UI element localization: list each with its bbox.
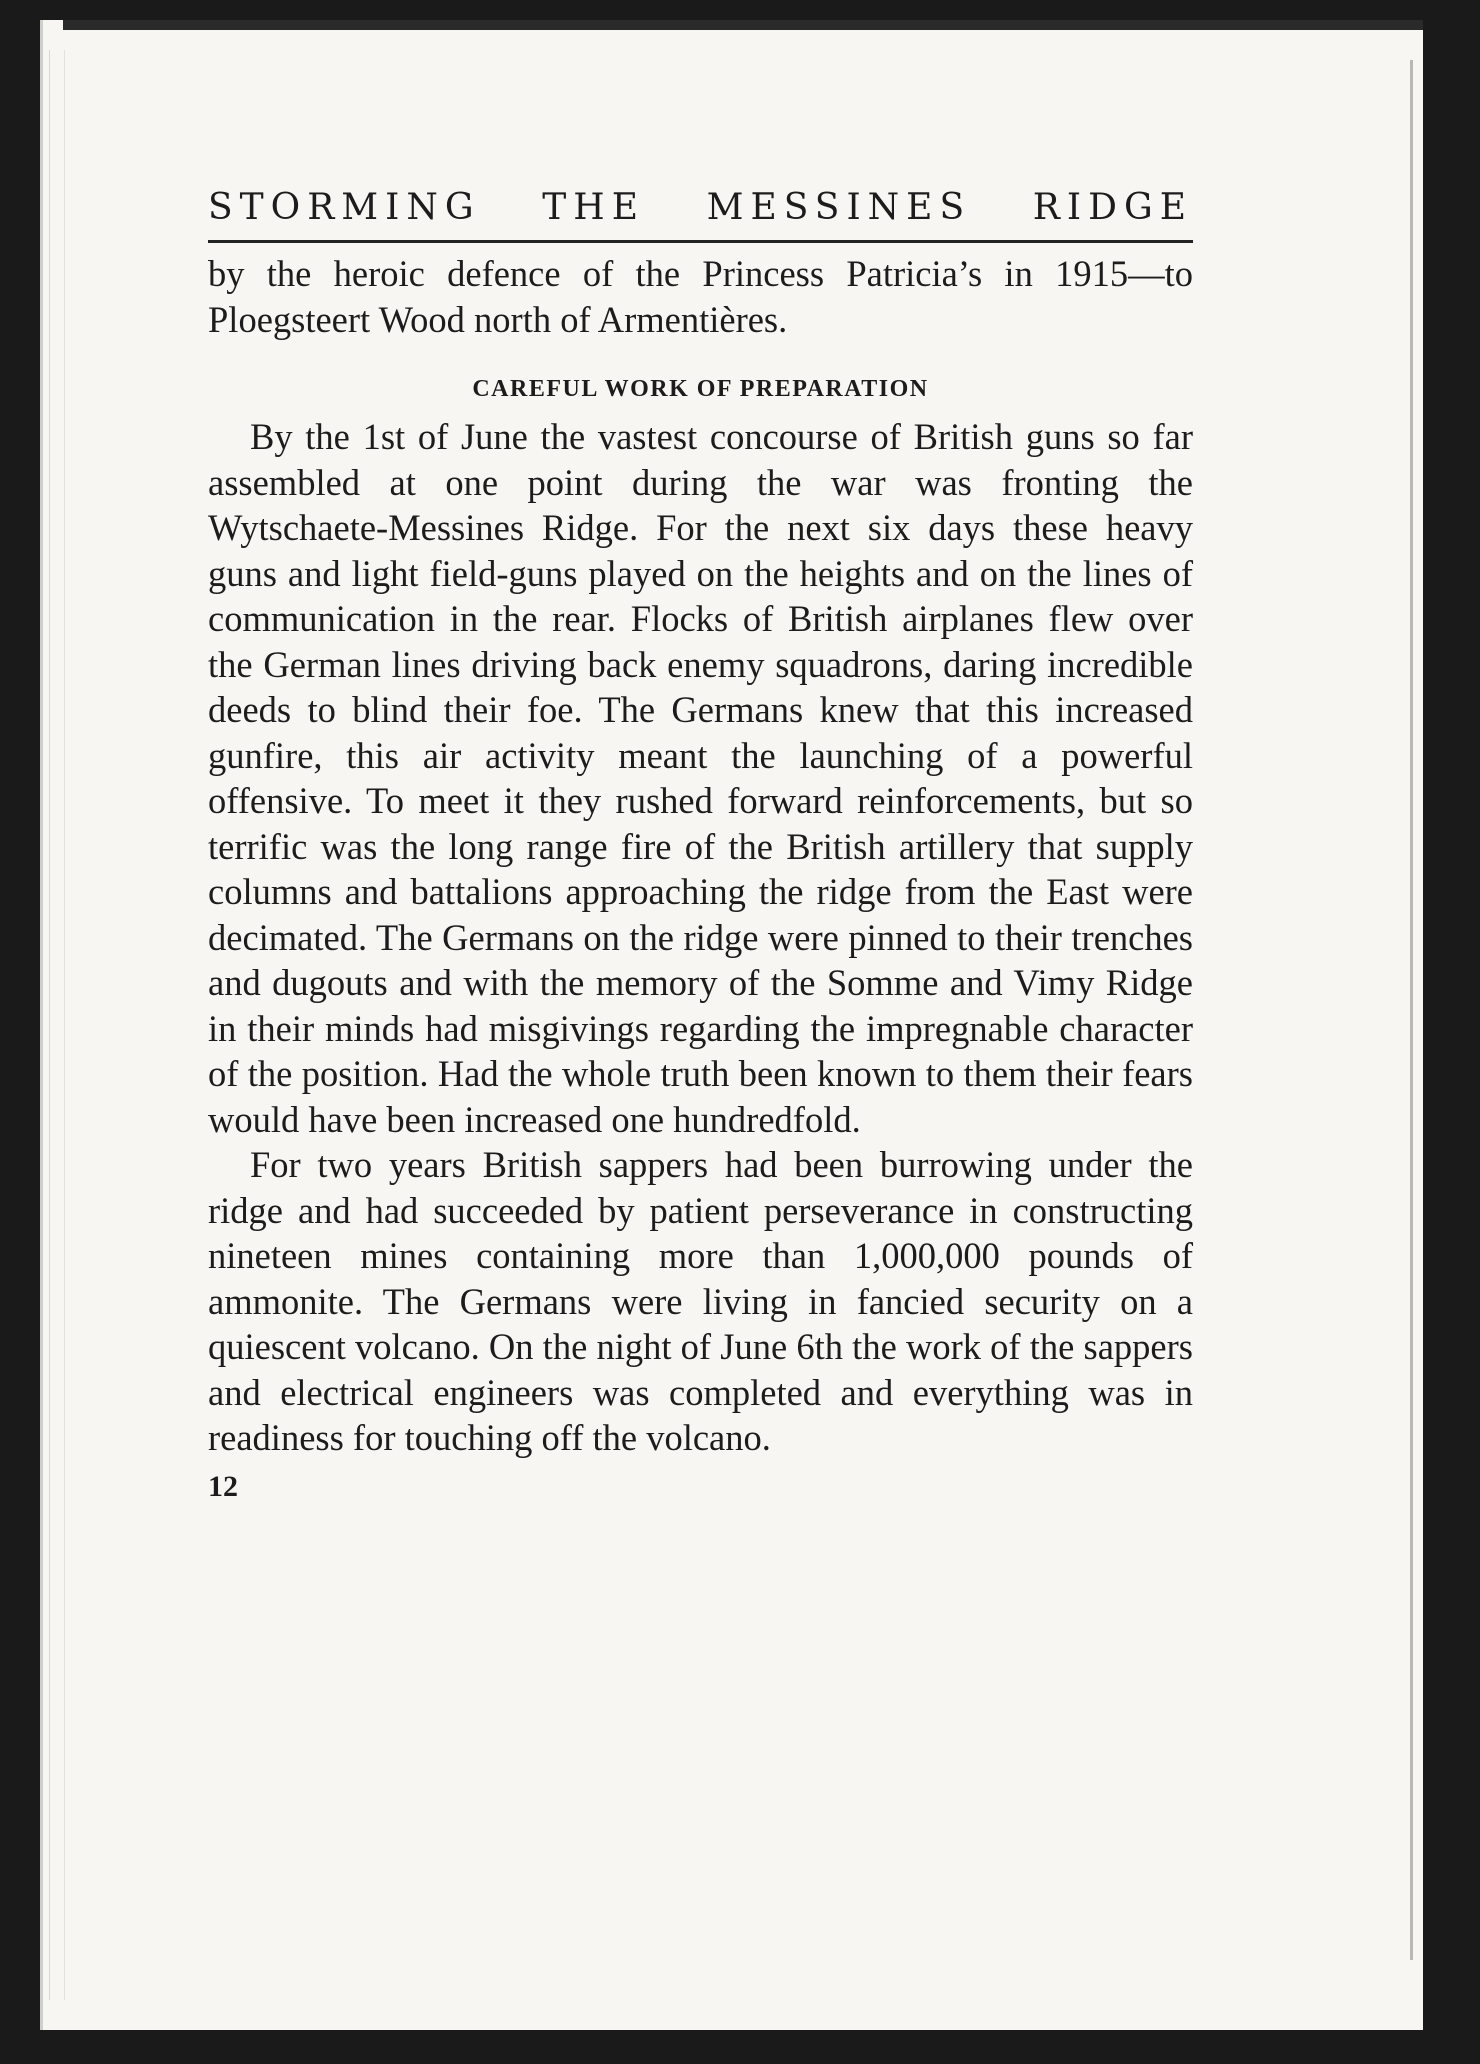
paragraph: For two years British sappers had been burrowing under the ridge and had succeeded by patient perseverance in constructing nineteen mines containing more than 1,000,000 pounds of ammonite. The Germans were living in fancied security on a quiescent volcano. On the night of June 6th the work of the sappers and electrical engineers was completed and everything was in readiness for touching off the volcano. bbox=[208, 1144, 1193, 1458]
gutter-line bbox=[1410, 60, 1413, 1960]
page-content bbox=[208, 186, 1193, 1505]
header-rule bbox=[208, 240, 1193, 243]
body-text bbox=[208, 251, 1193, 1461]
opening-paragraph: by the heroic defence of the Princess Patricia’s in 1915—to Ploegsteert Wood north of Armentières. bbox=[208, 253, 1193, 340]
scan-border bbox=[63, 20, 1423, 30]
page-edges bbox=[49, 50, 65, 2000]
section-heading: CAREFUL WORK OF PREPARATION bbox=[472, 376, 929, 402]
page-number: 12 bbox=[208, 1469, 238, 1503]
paragraph: By the 1st of June the vastest concourse of British guns so far assembled at one point during the war was fronting the Wytschaete-Messines Ridge. For the next six days these heavy guns and light field-guns played on the heights and on the lines of communication in the rear. Flocks of British airplanes flew over the German lines driving back enemy squadrons, daring incredible deeds to blind their foe. The Germans knew that this increased gunfire, this air activity meant the launching of a powerful offensive. To meet it they rushed forward reinforcements, but so terrific was the long range fire of the British artillery that supply columns and battalions approaching the ridge from the East were decimated. The Germans on the ridge were pinned to their trenches and dugouts and with the memory of the Somme and Vimy Ridge in their minds had misgivings regarding the impregnable character of the position. Had the whole truth been known to them their fears would have been increased one hundredfold. bbox=[208, 416, 1193, 1140]
running-head: STORMING THE MESSINES RIDGE bbox=[208, 187, 1193, 228]
